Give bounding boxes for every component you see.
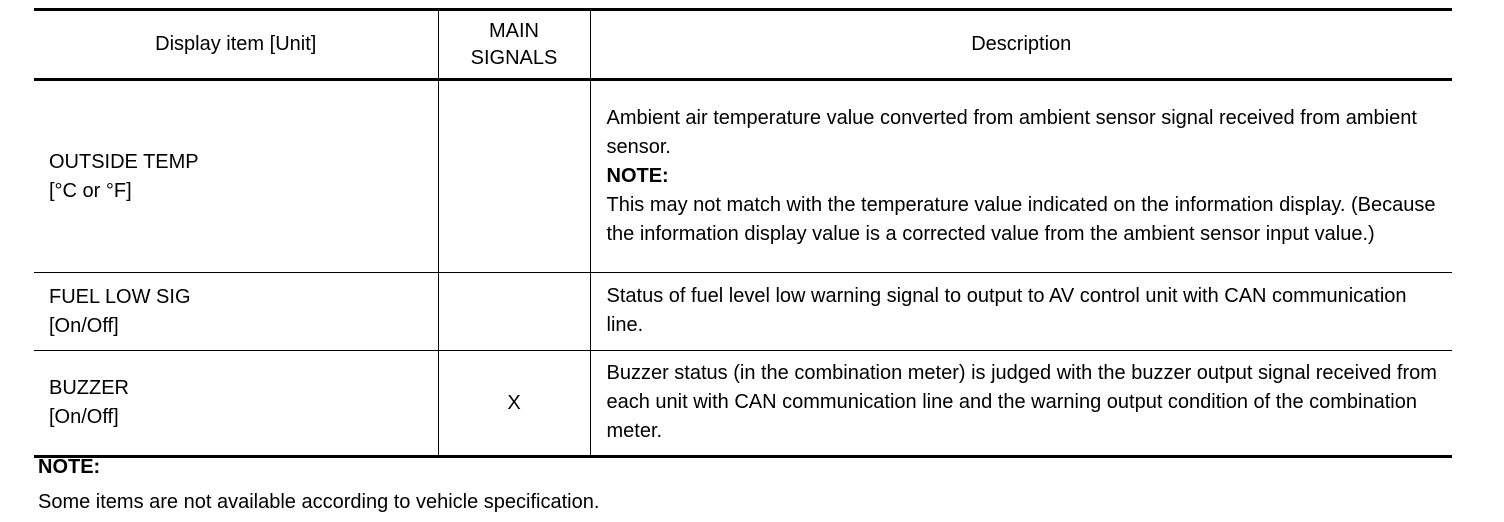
item-name: BUZZER — [49, 377, 129, 399]
description-text: Ambient air temperature value converted from ambient sensor signal received from ambient sensor. — [606, 106, 1417, 158]
footnote-label: NOTE: — [38, 456, 101, 478]
item-unit: [On/Off] — [49, 406, 119, 428]
data-monitor-table-container — [34, 8, 1452, 458]
display-item-cell — [34, 273, 438, 351]
item-name: FUEL LOW SIG — [49, 285, 191, 308]
table-row — [34, 80, 1452, 273]
main-signal-cell — [438, 273, 590, 351]
description-text: Status of fuel level low warning signal to output to AV control unit with CAN communication line. — [606, 285, 1407, 336]
description-cell — [590, 80, 1452, 273]
data-monitor-table — [34, 8, 1452, 458]
table-header-row — [34, 10, 1452, 80]
display-item-cell — [34, 80, 438, 273]
table-row — [34, 273, 1452, 351]
description-note-label: NOTE: — [606, 164, 669, 187]
header-main-signals-line2: SIGNALS — [470, 46, 558, 69]
display-item-cell — [34, 351, 438, 457]
item-unit: [On/Off] — [49, 314, 119, 337]
header-display-item: Display item [Unit] — [34, 10, 438, 80]
description-cell — [590, 351, 1452, 457]
item-unit: [°C or °F] — [49, 179, 132, 202]
description-note-text: This may not match with the temperature value indicated on the information display. (Because the information display value is a corrected value from the ambient sensor input value.) — [606, 193, 1436, 245]
footnote — [38, 450, 599, 520]
footnote-text: Some items are not available according to vehicle specification. — [38, 491, 600, 513]
description-text: Buzzer status (in the combination meter) is judged with the buzzer output signal received from each unit with CAN communication line and the warning output condition of the combination meter. — [606, 362, 1437, 442]
main-signal-cell: X — [438, 351, 590, 457]
header-description: Description — [971, 33, 1072, 55]
main-signal-cell — [438, 80, 590, 273]
item-name: OUTSIDE TEMP — [49, 150, 199, 173]
header-main-signals-line1: MAIN — [489, 19, 539, 42]
description-cell — [590, 273, 1452, 351]
header-main-signals — [438, 10, 590, 80]
table-row — [34, 351, 1452, 457]
